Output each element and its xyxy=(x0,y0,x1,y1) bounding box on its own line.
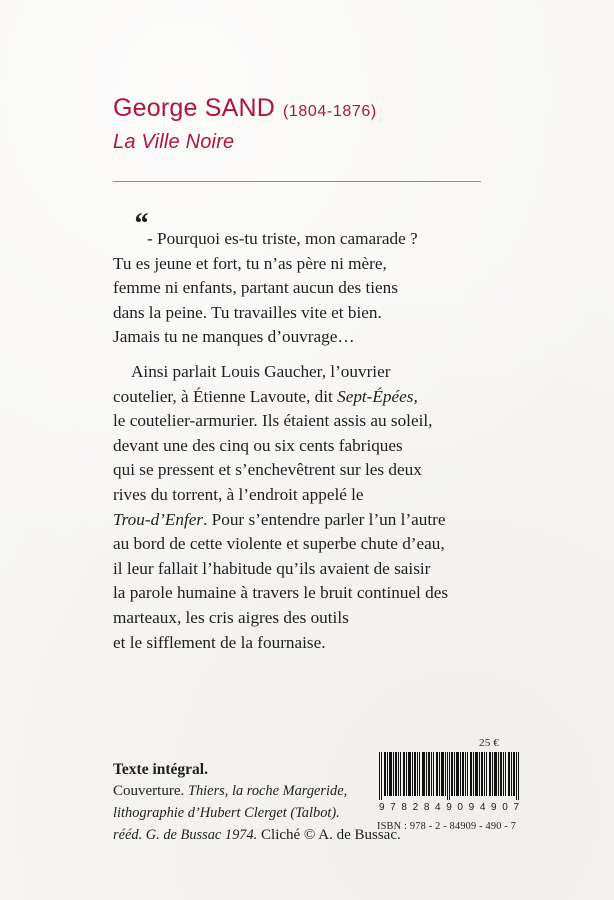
barcode-digit: 0 xyxy=(502,802,508,813)
excerpt-text: coutelier, à Étienne Lavoute, dit xyxy=(113,386,333,406)
barcode-digit: 9 xyxy=(491,802,497,813)
excerpt-line: Jamais tu ne manques d’ouvrage… xyxy=(113,327,355,347)
excerpt-line: au bord de cette violente et superbe chute d’eau, xyxy=(113,534,445,554)
barcode-digit: 9 xyxy=(379,802,385,813)
barcode-bar xyxy=(503,752,504,796)
excerpt-line: et le sifflement de la fournaise. xyxy=(113,632,326,652)
excerpt-line: devant une des cinq ou six cents fabriques xyxy=(113,435,403,455)
barcode-digit: 7 xyxy=(390,802,396,813)
author-dates: (1804-1876) xyxy=(283,103,377,120)
footer-reed-line xyxy=(113,824,503,846)
barcode-digit: 8 xyxy=(401,802,407,813)
barcode-digit: 4 xyxy=(435,802,441,813)
barcode-digit: 2 xyxy=(412,802,419,813)
barcode-digit: 8 xyxy=(423,802,430,813)
barcode-digit: 9 xyxy=(446,802,452,813)
barcode-bar xyxy=(511,752,512,796)
header xyxy=(113,94,481,154)
barcode-bar xyxy=(505,752,506,796)
excerpt-line xyxy=(113,508,508,533)
barcode-bar xyxy=(508,752,510,796)
cover-label: Couverture. xyxy=(113,783,185,799)
author-line xyxy=(113,94,481,123)
title-divider xyxy=(113,181,481,182)
excerpt-line: Tu es jeune et fort, tu n’as père ni mère, xyxy=(113,253,387,273)
barcode-bar xyxy=(518,752,519,800)
photo-credit: Cliché © A. de Bussac. xyxy=(261,827,401,843)
excerpt-line: il leur fallait l’habitude qu’ils avaient de saisir xyxy=(113,558,431,578)
cover-description: Thiers, la roche Margeride, xyxy=(187,783,348,799)
excerpt-line: femme ni enfants, partant aucun des tiens xyxy=(113,278,398,298)
quote-mark: “ xyxy=(133,207,148,240)
footer-label: Texte intégral. xyxy=(113,761,208,778)
footer-cover-line xyxy=(113,780,503,802)
excerpt-line: marteaux, les cris aigres des outils xyxy=(113,607,349,627)
barcode-digit: 0 xyxy=(457,802,463,813)
excerpt xyxy=(113,227,508,655)
excerpt-line: Ainsi parlait Louis Gaucher, l’ouvrier xyxy=(131,361,391,381)
barcode-digit: 4 xyxy=(479,802,486,813)
reedition: rééd. G. de Bussac 1974. xyxy=(113,827,258,843)
excerpt-line: rives du torrent, à l’endroit appelé le xyxy=(113,484,364,504)
excerpt-line: qui se pressent et s’enchevêtrent sur les deux xyxy=(113,460,422,480)
author-name: George SAND xyxy=(113,94,275,122)
excerpt-line: le coutelier-armurier. Ils étaient assis au soleil, xyxy=(113,411,433,431)
price: 25 € xyxy=(479,737,500,749)
footer xyxy=(113,760,503,846)
isbn: ISBN : 978 - 2 - 84909 - 490 - 7 xyxy=(377,821,517,832)
barcode-bar xyxy=(513,752,515,796)
barcode-bar xyxy=(516,752,517,800)
excerpt-line: - Pourquoi es-tu triste, mon camarade ? xyxy=(147,229,418,248)
cover-lithograph: lithographie d’Hubert Clerget (Talbot). xyxy=(113,805,340,821)
book-title: La Ville Noire xyxy=(113,131,235,153)
excerpt-line xyxy=(113,385,508,410)
barcode-digit: 7 xyxy=(513,802,519,813)
excerpt-italic: Sept-Épées, xyxy=(337,386,418,406)
excerpt-line: dans la peine. Tu travailles vite et bien. xyxy=(113,302,382,322)
barcode-digit: 9 xyxy=(468,802,475,813)
excerpt-line: la parole humaine à travers le bruit continuel des xyxy=(113,583,449,603)
excerpt-text: . Pour s’entendre parler l’un l’autre xyxy=(203,509,446,529)
paragraph-gap xyxy=(113,350,508,360)
excerpt-italic: Trou-d’Enfer xyxy=(113,509,204,529)
